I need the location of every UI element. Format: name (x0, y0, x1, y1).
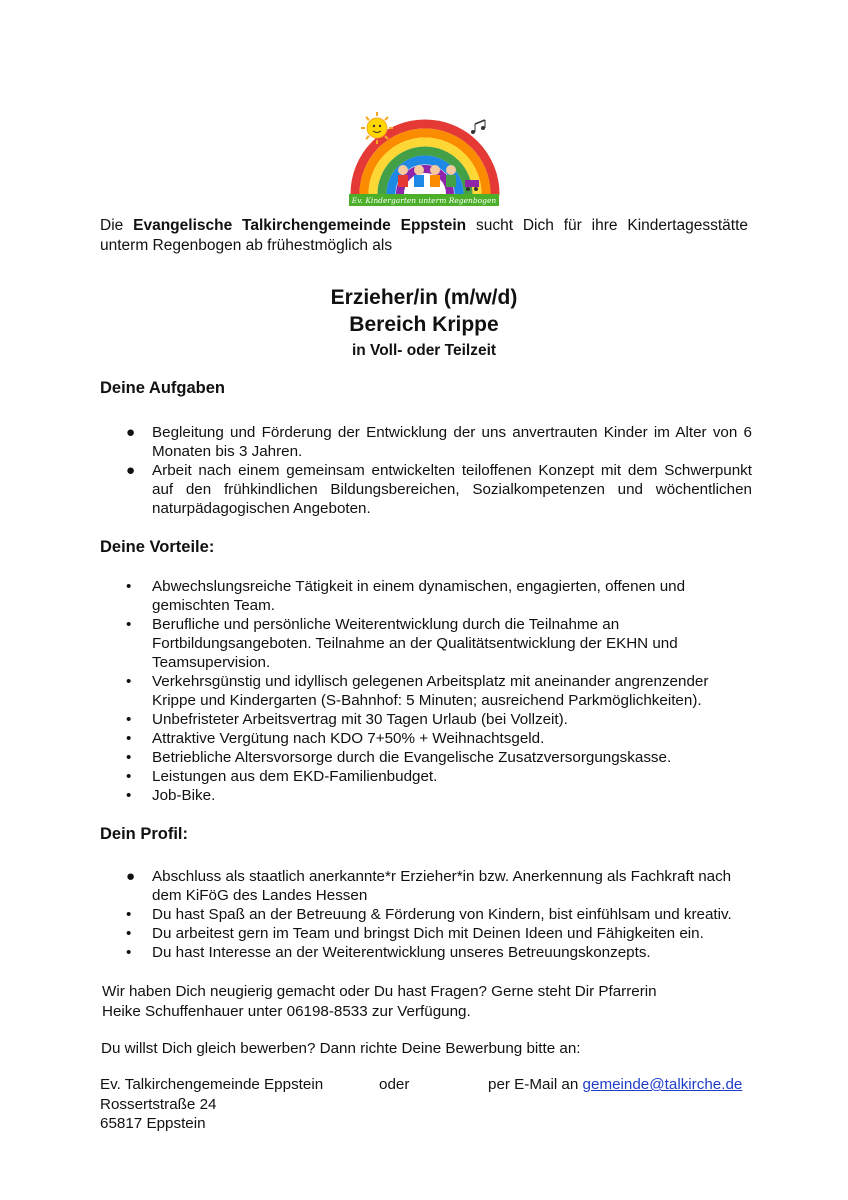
bullet-icon: • (126, 673, 132, 690)
intro-text-post: sucht Dich für ihre Kindertagesstätte unterm Regenbogen ab frühestmöglich als (100, 217, 749, 254)
email-link[interactable]: gemeinde@talkirche.de (582, 1076, 743, 1093)
intro-organization: Evangelische Talkirchengemeinde Eppstein (133, 217, 467, 234)
bullet-icon: • (126, 578, 132, 595)
section-heading-vorteile: Deine Vorteile: (100, 538, 215, 556)
postal-address (100, 1075, 323, 1134)
bullet-icon: • (126, 906, 132, 923)
intro-text-pre: Die (100, 217, 134, 234)
list-item: • Abwechslungsreiche Tätigkeit in einem dynamischen, engagierten, offenen und gemischten Team. (126, 578, 686, 614)
list-item: • Du hast Interesse an der Weiterentwicklung unseres Betreuungskonzepts. (126, 944, 651, 961)
apply-text: Du willst Dich gleich bewerben? Dann richte Deine Bewerbung bitte an: (101, 1040, 581, 1057)
job-title-block (0, 284, 848, 363)
section-heading-aufgaben: Deine Aufgaben (100, 379, 225, 397)
contact-paragraph (102, 982, 762, 1021)
list-item: ● Abschluss als staatlich anerkannte*r Erzieher*in bzw. Anerkennung als Fachkraft nach dem KiFöG des Landes Hessen (126, 868, 732, 904)
bullet-icon: ● (126, 462, 136, 479)
list-item: • Unbefristeter Arbeitsvertrag mit 30 Tagen Urlaub (bei Vollzeit). (126, 711, 568, 728)
bullet-icon: ● (126, 868, 136, 885)
list-item: • Leistungen aus dem EKD-Familienbudget. (126, 768, 438, 785)
list-item: ● Begleitung und Förderung der Entwicklung der uns anvertrauten Kinder im Alter von 6 Monaten bis 3 Jahren. (126, 424, 752, 460)
bullet-icon: • (126, 925, 132, 942)
vorteile-list (0, 577, 752, 805)
address-city: 65817 Eppstein (100, 1115, 206, 1132)
list-item: • Attraktive Vergütung nach KDO 7+50% + Weihnachtsgeld. (126, 730, 545, 747)
section-heading-profil: Dein Profil: (100, 825, 189, 843)
profil-list (0, 867, 752, 962)
job-area: Bereich Krippe (349, 313, 499, 336)
aufgaben-list (0, 423, 752, 518)
list-item: • Berufliche und persönliche Weiterentwicklung durch die Teilnahme an Fortbildungsangeboten. Teilnahme an der Qualitätsentwicklung der EKHN und Teamsupervision. (126, 616, 678, 671)
job-hours: in Voll- oder Teilzeit (351, 342, 497, 359)
oder-text: oder (379, 1076, 410, 1093)
bullet-icon: • (126, 787, 132, 804)
bullet-icon: • (126, 749, 132, 766)
list-item: • Du arbeitest gern im Team und bringst Dich mit Deinen Ideen und Fähigkeiten ein. (126, 925, 704, 942)
address-org: Ev. Talkirchengemeinde Eppstein (100, 1076, 324, 1093)
contact-line-2: Heike Schuffenhauer unter 06198-8533 zur Verfügung. (102, 1002, 471, 1020)
address-street: Rossertstraße 24 (100, 1095, 217, 1113)
bullet-icon: • (126, 711, 132, 728)
bullet-icon: • (126, 944, 132, 961)
list-item: ● Arbeit nach einem gemeinsam entwickelten teiloffenen Konzept mit dem Schwerpunkt auf den frühkindlichen Bildungsbereichen, Sozialkompetenzen und wöchentlichen naturpädagogischen Angeboten. (126, 462, 752, 517)
music-notes-icon (471, 120, 485, 134)
kindergarten-rainbow-logo (343, 98, 505, 210)
bullet-icon: ● (126, 424, 136, 441)
list-item: • Job-Bike. (126, 787, 216, 804)
contact-line-1: Wir haben Dich neugierig gemacht oder Du hast Fragen? Gerne steht Dir Pfarrerin (102, 983, 657, 1000)
job-title: Erzieher/in (m/w/d) (330, 286, 518, 309)
list-item: • Betriebliche Altersvorsorge durch die Evangelische Zusatzversorgungskasse. (126, 749, 672, 766)
bullet-icon: • (126, 768, 132, 785)
email-line (488, 1075, 742, 1095)
logo-banner-text: Ev. Kindergarten unterm Regenbogen (351, 196, 497, 205)
bullet-icon: • (126, 616, 132, 633)
bullet-icon: • (126, 730, 132, 747)
list-item: • Du hast Spaß an der Betreuung & Förderung von Kindern, bist einfühlsam und kreativ. (126, 906, 732, 923)
intro-paragraph (100, 216, 748, 255)
email-prefix: per E-Mail an (488, 1076, 583, 1093)
list-item: • Verkehrsgünstig und idyllisch gelegenen Arbeitsplatz mit aneinander angrenzender Krippe und Kindergarten (S-Bahnhof: 5 Minuten; ausreichend Parkmöglichkeiten). (126, 673, 709, 709)
